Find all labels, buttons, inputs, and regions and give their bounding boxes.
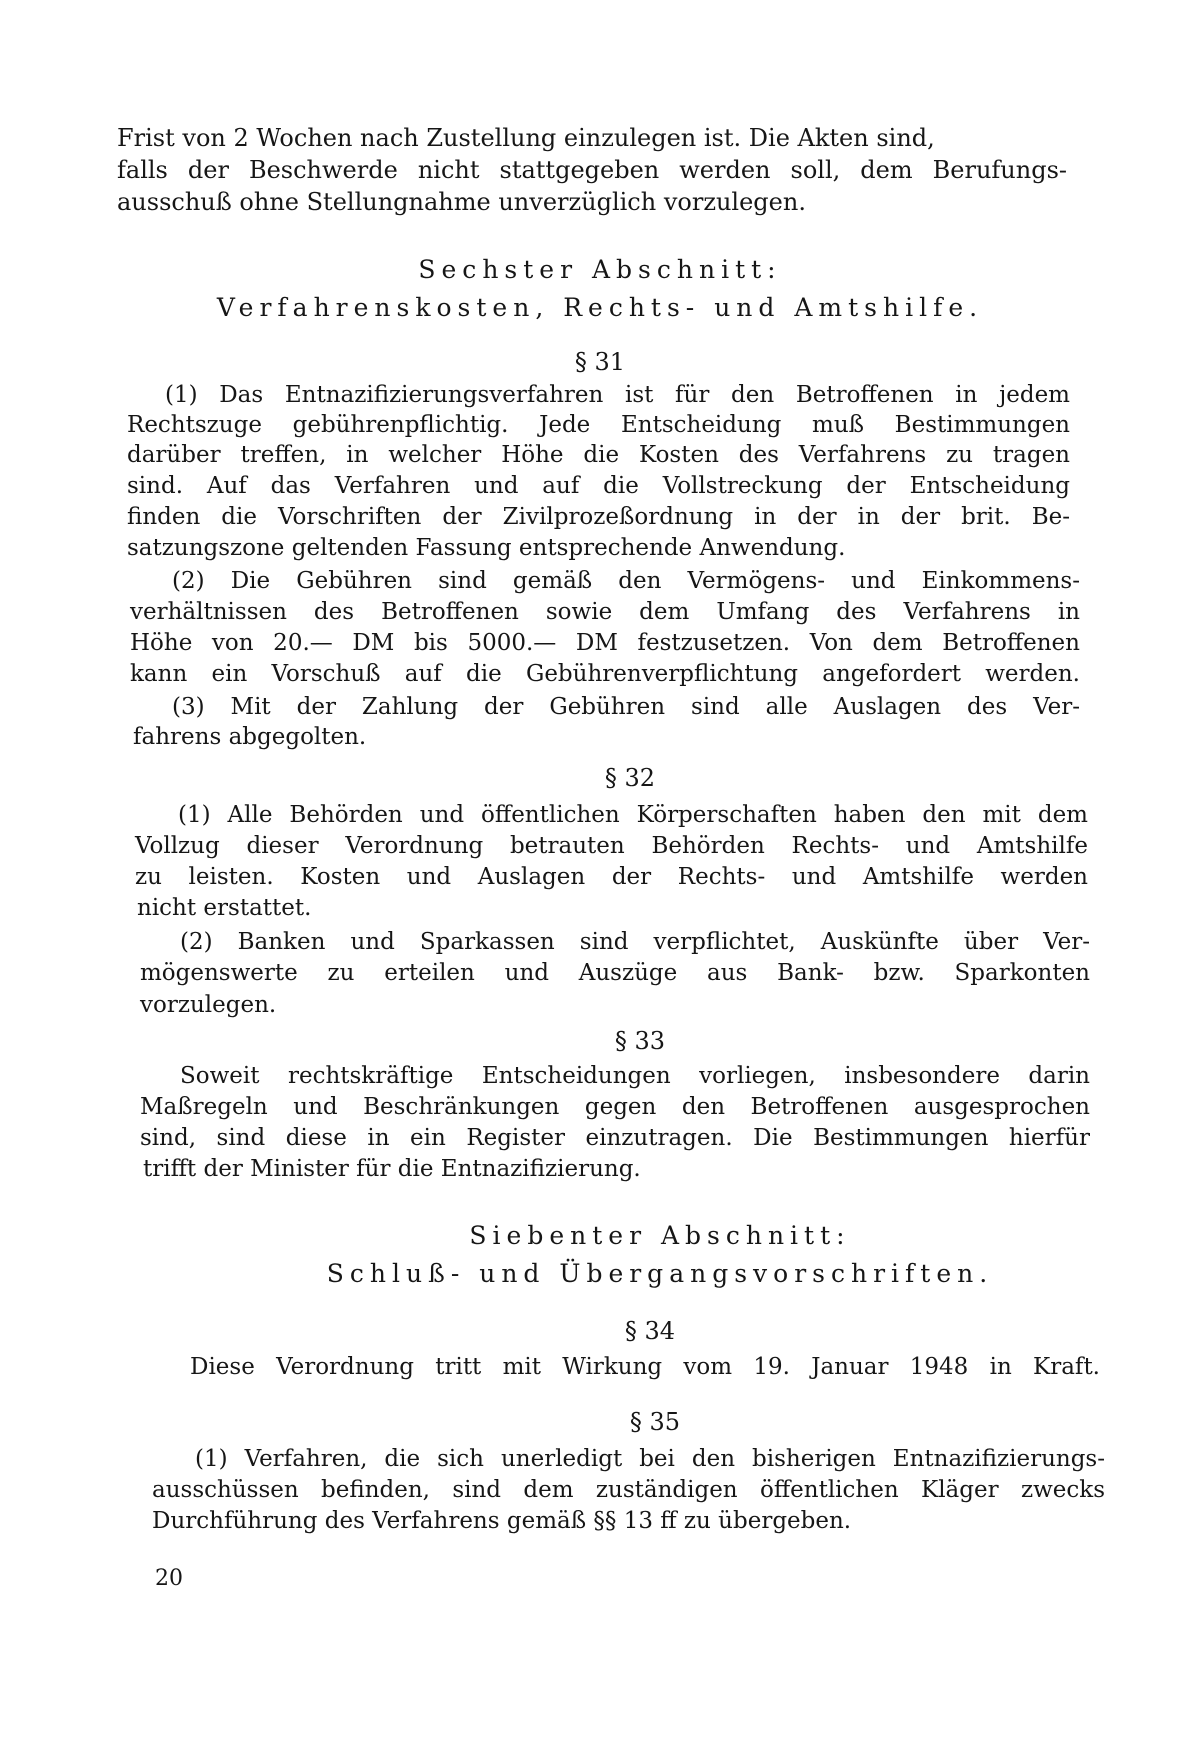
text-line-23: nicht erstattet. [137, 895, 312, 921]
text-line-20: (1) Alle Behörden und öffentlichen Körperschaften haben den mit dem [178, 802, 1088, 828]
text-line-31: trifft der Minister für die Entnazifizierung. [143, 1156, 641, 1182]
paragraph-heading-32: § 32 [604, 764, 656, 792]
text-line-26: vorzulegen. [140, 992, 277, 1018]
paragraph-heading-34: § 34 [624, 1317, 676, 1345]
text-line-1: Frist von 2 Wochen nach Zustellung einzulegen ist. Die Akten sind, [117, 124, 935, 152]
text-line-28: Soweit rechtskräftige Entscheidungen vorliegen, insbesondere darin [180, 1063, 1090, 1089]
text-line-7: (1) Das Entnazifizierungsverfahren ist für den Betroffenen in jedem [165, 382, 1070, 408]
page-number: 20 [155, 1566, 183, 1591]
text-line-9: darüber treffen, in welcher Höhe die Kosten des Verfahrens zu tragen [127, 442, 1070, 468]
section-heading-title-7: Schluß- und Übergangsvorschriften. [326, 1259, 994, 1288]
text-line-21: Vollzug dieser Verordnung betrauten Behörden Rechts- und Amtshilfe [135, 833, 1088, 859]
text-line-12: satzungszone geltenden Fassung entsprechende Anwendung. [127, 535, 846, 561]
text-line-39: Durchführung des Verfahrens gemäß §§ 13 ff zu übergeben. [152, 1508, 852, 1534]
text-line-22: zu leisten. Kosten und Auslagen der Rechts- und Amtshilfe werden [135, 864, 1088, 890]
text-line-16: kann ein Vorschuß auf die Gebührenverpflichtung angefordert werden. [130, 661, 1080, 687]
text-line-2: falls der Beschwerde nicht stattgegeben werden soll, dem Berufungs- [117, 156, 1067, 184]
text-line-13: (2) Die Gebühren sind gemäß den Vermögens- und Einkommens- [172, 568, 1080, 594]
paragraph-heading-35: § 35 [629, 1408, 681, 1436]
text-line-35: Diese Verordnung tritt mit Wirkung vom 19. Januar 1948 in Kraft. [190, 1354, 1100, 1380]
text-line-25: mögenswerte zu erteilen und Auszüge aus Bank- bzw. Sparkonten [140, 960, 1090, 986]
text-line-18: fahrens abgegolten. [133, 724, 367, 750]
text-line-24: (2) Banken und Sparkassen sind verpflichtet, Auskünfte über Ver- [180, 929, 1090, 955]
text-line-11: finden die Vorschriften der Zivilprozeßordnung in der in der brit. Be- [127, 504, 1070, 530]
text-line-37: (1) Verfahren, die sich unerledigt bei den bisherigen Entnazifizierungs- [195, 1446, 1105, 1472]
text-line-38: ausschüssen befinden, sind dem zuständigen öffentlichen Kläger zwecks [152, 1477, 1105, 1503]
text-line-29: Maßregeln und Beschränkungen gegen den Betroffenen ausgesprochen [140, 1094, 1090, 1120]
section-heading-number: Sechster Abschnitt: [418, 255, 782, 284]
text-line-3: ausschuß ohne Stellungnahme unverzüglich vorzulegen. [117, 188, 806, 216]
text-line-10: sind. Auf das Verfahren und auf die Vollstreckung der Entscheidung [127, 473, 1070, 499]
text-line-15: Höhe von 20.— DM bis 5000.— DM festzusetzen. Von dem Betroffenen [130, 630, 1080, 656]
text-line-17: (3) Mit der Zahlung der Gebühren sind alle Auslagen des Ver- [172, 694, 1080, 720]
paragraph-heading-31: § 31 [574, 348, 626, 376]
text-line-8: Rechtszuge gebührenpflichtig. Jede Entscheidung muß Bestimmungen [127, 412, 1070, 438]
section-heading-number-7: Siebenter Abschnitt: [469, 1221, 851, 1250]
text-line-30: sind, sind diese in ein Register einzutragen. Die Bestimmungen hierfür [140, 1125, 1090, 1151]
paragraph-heading-33: § 33 [614, 1027, 666, 1055]
section-heading-title: Verfahrenskosten, Rechts- und Amtshilfe. [216, 293, 984, 322]
text-line-14: verhältnissen des Betroffenen sowie dem Umfang des Verfahrens in [130, 599, 1080, 625]
